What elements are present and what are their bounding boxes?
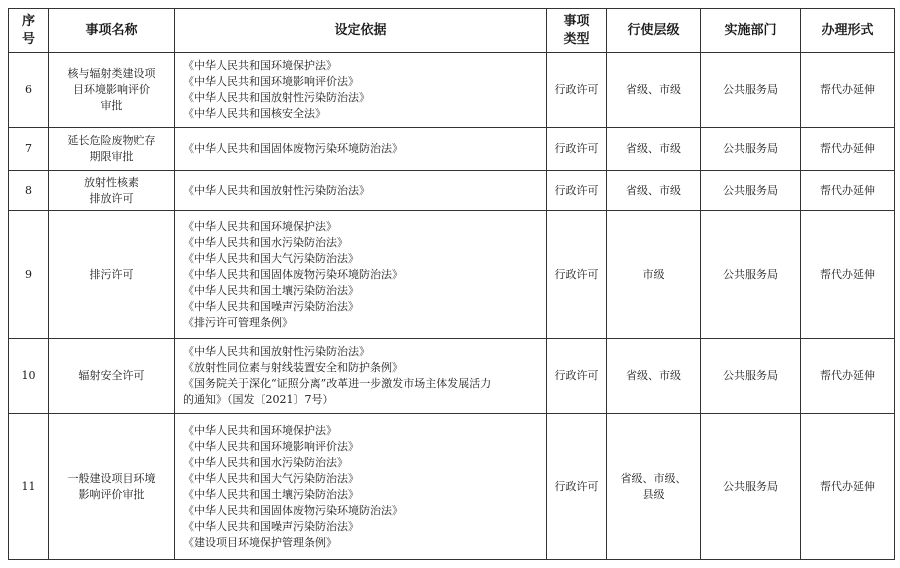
item-name-line: 辐射安全许可 — [78, 369, 145, 382]
legal-basis-line: 《排污许可管理条例》 — [183, 315, 293, 329]
cell-department: 公共服务局 — [701, 414, 801, 560]
cell-item-type: 行政许可 — [547, 171, 607, 211]
cell-level — [607, 171, 701, 211]
table-row — [9, 339, 895, 414]
legal-basis-line: 《中华人民共和国放射性污染防治法》 — [183, 91, 370, 104]
item-name-line: 放射性核素 — [84, 175, 139, 189]
item-name-line: 期限审批 — [89, 150, 134, 163]
cell-legal-basis — [175, 414, 547, 560]
cell-handling-form: 帮代办延伸 — [801, 339, 895, 414]
cell-legal-basis — [175, 339, 547, 414]
cell-item-type: 行政许可 — [547, 414, 607, 560]
legal-basis-line: 《中华人民共和国水污染防治法》 — [183, 235, 348, 249]
cell-level — [607, 211, 701, 339]
cell-seq: 9 — [9, 211, 49, 339]
item-name-line: 审批 — [100, 99, 123, 112]
item-name-line: 排放许可 — [89, 191, 134, 205]
legal-basis-line: 的通知》（国发〔2021〕7号） — [183, 393, 334, 406]
legal-basis-line: 《中华人民共和国环境保护法》 — [183, 219, 337, 233]
cell-legal-basis — [175, 211, 547, 339]
cell-level — [607, 53, 701, 128]
cell-level — [607, 339, 701, 414]
legal-basis-line: 《中华人民共和国环境保护法》 — [183, 59, 337, 72]
cell-department: 公共服务局 — [701, 53, 801, 128]
header-name: 事项名称 — [49, 9, 175, 53]
legal-basis-line: 《中华人民共和国环境影响评价法》 — [183, 439, 359, 453]
level-line: 省级、市级 — [626, 83, 681, 96]
level-line: 省级、市级 — [626, 142, 681, 155]
legal-basis-line: 《中华人民共和国土壤污染防治法》 — [183, 283, 359, 297]
legal-basis-line: 《中华人民共和国固体废物污染环境防治法》 — [183, 503, 403, 517]
legal-basis-line: 《中华人民共和国噪声污染防治法》 — [183, 299, 359, 313]
legal-basis-line: 《中华人民共和国大气污染防治法》 — [183, 251, 359, 265]
cell-item-name — [49, 53, 175, 128]
cell-seq: 11 — [9, 414, 49, 560]
cell-item-name — [49, 414, 175, 560]
table-row — [9, 53, 895, 128]
cell-department: 公共服务局 — [701, 128, 801, 171]
legal-basis-line: 《中华人民共和国噪声污染防治法》 — [183, 519, 359, 533]
legal-basis-line: 《中华人民共和国水污染防治法》 — [183, 455, 348, 469]
legal-basis-line: 《放射性同位素与射线装置安全和防护条例》 — [183, 361, 403, 374]
cell-handling-form: 帮代办延伸 — [801, 414, 895, 560]
cell-item-type: 行政许可 — [547, 53, 607, 128]
header-dept: 实施部门 — [701, 9, 801, 53]
cell-handling-form: 帮代办延伸 — [801, 171, 895, 211]
level-line: 省级、市级、 — [620, 471, 687, 485]
approval-items-table — [8, 8, 895, 560]
cell-seq: 10 — [9, 339, 49, 414]
cell-item-name — [49, 128, 175, 171]
cell-legal-basis — [175, 53, 547, 128]
table-row — [9, 414, 895, 560]
cell-handling-form: 帮代办延伸 — [801, 211, 895, 339]
level-line: 市级 — [642, 267, 665, 281]
cell-level — [607, 414, 701, 560]
cell-item-name — [49, 339, 175, 414]
item-name-line: 一般建设项目环境 — [67, 471, 156, 485]
item-name-line: 延长危险废物贮存 — [67, 134, 156, 147]
cell-handling-form: 帮代办延伸 — [801, 53, 895, 128]
legal-basis-line: 《中华人民共和国环境影响评价法》 — [183, 75, 359, 88]
header-basis: 设定依据 — [175, 9, 547, 53]
level-line: 县级 — [642, 487, 665, 501]
cell-seq: 8 — [9, 171, 49, 211]
header-seq: 序 号 — [9, 9, 49, 53]
item-name-line: 影响评价审批 — [78, 487, 145, 501]
legal-basis-line: 《中华人民共和国固体废物污染环境防治法》 — [183, 267, 403, 281]
cell-handling-form: 帮代办延伸 — [801, 128, 895, 171]
legal-basis-line: 《中华人民共和国固体废物污染环境防治法》 — [183, 142, 403, 155]
header-level: 行使层级 — [607, 9, 701, 53]
table-row — [9, 171, 895, 211]
cell-seq: 6 — [9, 53, 49, 128]
cell-legal-basis — [175, 128, 547, 171]
cell-item-type: 行政许可 — [547, 339, 607, 414]
cell-department: 公共服务局 — [701, 211, 801, 339]
cell-item-type: 行政许可 — [547, 211, 607, 339]
legal-basis-line: 《建设项目环境保护管理条例》 — [183, 535, 337, 549]
legal-basis-line: 《中华人民共和国大气污染防治法》 — [183, 471, 359, 485]
legal-basis-line: 《中华人民共和国土壤污染防治法》 — [183, 487, 359, 501]
cell-seq: 7 — [9, 128, 49, 171]
level-line: 省级、市级 — [626, 183, 681, 197]
item-name-line: 核与辐射类建设项 — [67, 67, 156, 80]
item-name-line: 目环境影响评价 — [73, 83, 150, 96]
legal-basis-line: 《中华人民共和国放射性污染防治法》 — [183, 345, 370, 358]
table-row — [9, 128, 895, 171]
header-row — [9, 9, 895, 53]
header-type: 事项 类型 — [547, 9, 607, 53]
cell-item-name — [49, 211, 175, 339]
legal-basis-line: 《中华人民共和国核安全法》 — [183, 107, 326, 120]
level-line: 省级、市级 — [626, 369, 681, 382]
cell-level — [607, 128, 701, 171]
header-form: 办理形式 — [801, 9, 895, 53]
legal-basis-line: 《中华人民共和国环境保护法》 — [183, 423, 337, 437]
cell-item-type: 行政许可 — [547, 128, 607, 171]
table-row — [9, 211, 895, 339]
cell-legal-basis — [175, 171, 547, 211]
item-name-line: 排污许可 — [89, 267, 134, 281]
cell-item-name — [49, 171, 175, 211]
cell-department: 公共服务局 — [701, 171, 801, 211]
cell-department: 公共服务局 — [701, 339, 801, 414]
legal-basis-line: 《中华人民共和国放射性污染防治法》 — [183, 183, 370, 197]
legal-basis-line: 《国务院关于深化“证照分离”改革进一步激发市场主体发展活力 — [183, 377, 492, 390]
